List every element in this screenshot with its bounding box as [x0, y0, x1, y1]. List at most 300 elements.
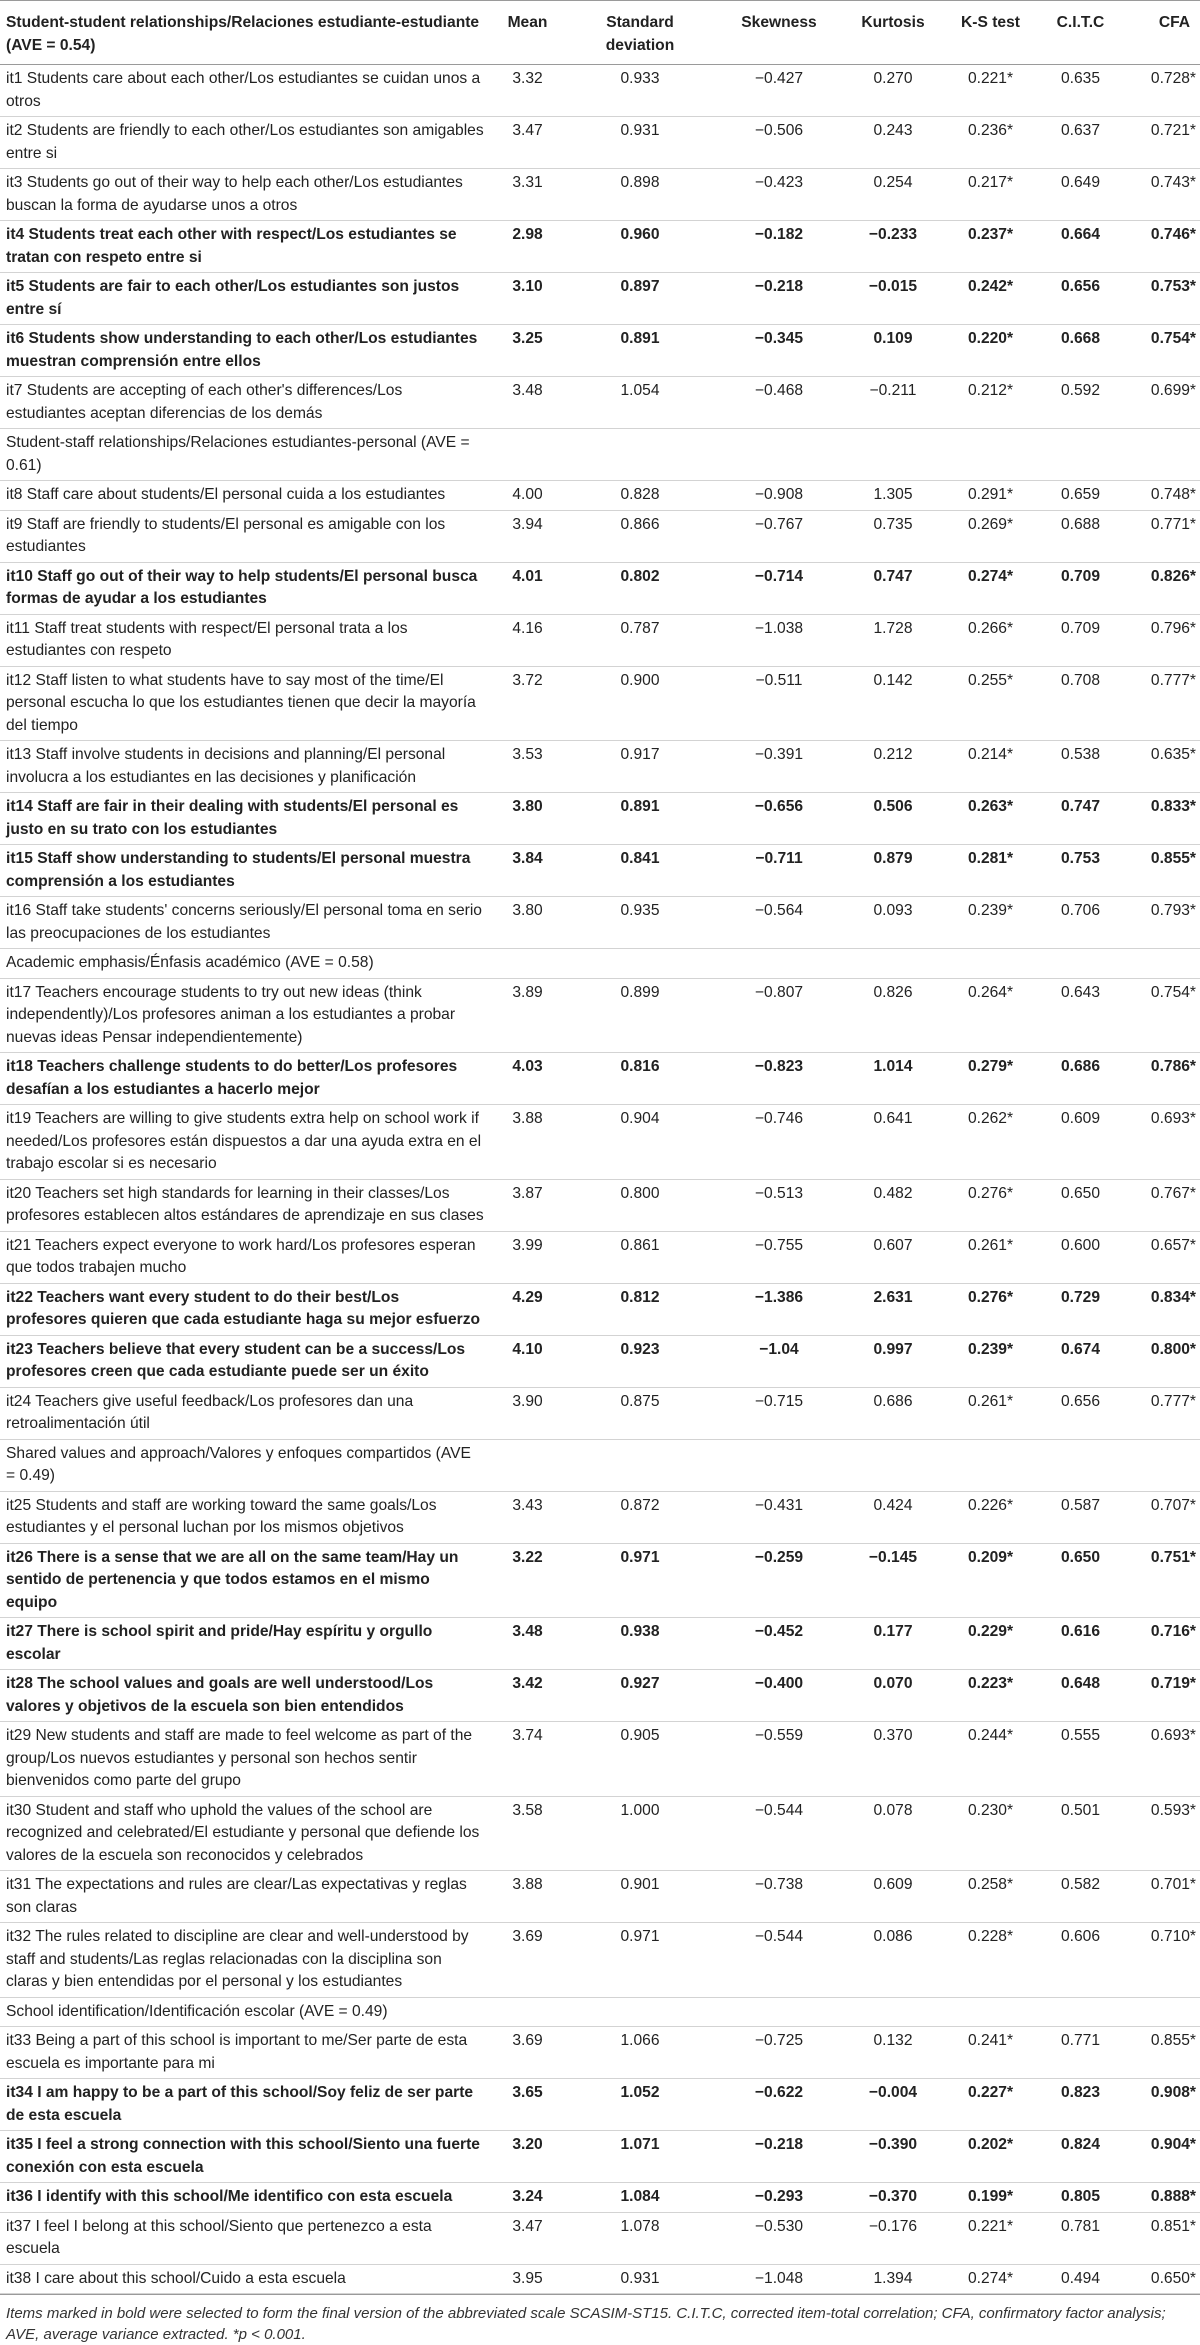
item-cell: it5 Students are fair to each other/Los estudiantes son justos entre sí — [0, 273, 490, 325]
skewness-cell: −0.746 — [715, 1105, 843, 1180]
sd-cell: 1.084 — [565, 2183, 715, 2213]
kurtosis-cell: 1.394 — [843, 2264, 943, 2294]
sd-cell: 0.917 — [565, 741, 715, 793]
kurtosis-cell: 0.093 — [843, 897, 943, 949]
ks-test-cell: 0.227* — [943, 2079, 1038, 2131]
item-cell: it15 Staff show understanding to students/El personal muestra comprensión a los estudiantes — [0, 845, 490, 897]
cfa-cell: 0.754* — [1123, 978, 1200, 1053]
citc-cell: 0.706 — [1038, 897, 1123, 949]
ks-test-cell: 0.276* — [943, 1179, 1038, 1231]
item-cell: it3 Students go out of their way to help each other/Los estudiantes buscan la forma de ayudarse unos a otros — [0, 169, 490, 221]
mean-cell: 3.25 — [490, 325, 565, 377]
item-cell: it7 Students are accepting of each other's differences/Los estudiantes aceptan diferencias de los demás — [0, 377, 490, 429]
skewness-cell: −0.823 — [715, 1053, 843, 1105]
skewness-cell: −0.182 — [715, 221, 843, 273]
item-cell: it37 I feel I belong at this school/Siento que pertenezco a esta escuela — [0, 2212, 490, 2264]
table-row — [0, 1387, 1200, 1439]
citc-cell: 0.592 — [1038, 377, 1123, 429]
skewness-cell: −0.530 — [715, 2212, 843, 2264]
cfa-cell: 0.777* — [1123, 1387, 1200, 1439]
kurtosis-cell: −0.004 — [843, 2079, 943, 2131]
empty-cell — [1123, 1439, 1200, 1491]
section-title: School identification/Identificación escolar (AVE = 0.49) — [0, 1997, 490, 2027]
sd-cell: 0.901 — [565, 1871, 715, 1923]
citc-cell: 0.686 — [1038, 1053, 1123, 1105]
citc-cell: 0.771 — [1038, 2027, 1123, 2079]
sd-cell: 0.875 — [565, 1387, 715, 1439]
skewness-cell: −0.427 — [715, 65, 843, 117]
table-row — [0, 2027, 1200, 2079]
citc-cell: 0.753 — [1038, 845, 1123, 897]
empty-cell — [490, 1997, 565, 2027]
ks-test-cell: 0.274* — [943, 562, 1038, 614]
empty-cell — [715, 949, 843, 979]
cfa-cell: 0.746* — [1123, 221, 1200, 273]
kurtosis-cell: −0.390 — [843, 2131, 943, 2183]
cfa-cell: 0.650* — [1123, 2264, 1200, 2294]
kurtosis-cell: 0.086 — [843, 1923, 943, 1998]
sd-cell: 0.828 — [565, 481, 715, 511]
table-footnote: Items marked in bold were selected to form the final version of the abbreviated scale SCASIM-ST15. C.I.T.C, corrected item-total correlation; CFA, confirmatory factor analysis; AVE, average variance extracted. *p < 0.001. — [0, 2294, 1200, 2345]
sd-cell: 0.923 — [565, 1335, 715, 1387]
table-row — [0, 481, 1200, 511]
empty-cell — [490, 949, 565, 979]
kurtosis-cell: 0.506 — [843, 793, 943, 845]
mean-cell: 3.10 — [490, 273, 565, 325]
mean-cell: 3.53 — [490, 741, 565, 793]
sd-cell: 0.787 — [565, 614, 715, 666]
ks-test-cell: 0.291* — [943, 481, 1038, 511]
cfa-cell: 0.908* — [1123, 2079, 1200, 2131]
sd-cell: 0.927 — [565, 1670, 715, 1722]
table-row — [0, 1722, 1200, 1797]
citc-cell: 0.643 — [1038, 978, 1123, 1053]
kurtosis-cell: 0.997 — [843, 1335, 943, 1387]
sd-cell: 0.872 — [565, 1491, 715, 1543]
table-row — [0, 1231, 1200, 1283]
item-cell: it19 Teachers are willing to give students extra help on school work if needed/Los profesores están dispuestos a dar una ayuda extra en el trabajo escolar si es necesario — [0, 1105, 490, 1180]
sd-cell: 1.054 — [565, 377, 715, 429]
sd-cell: 0.971 — [565, 1543, 715, 1618]
kurtosis-cell: −0.015 — [843, 273, 943, 325]
empty-cell — [943, 1997, 1038, 2027]
sd-cell: 0.898 — [565, 169, 715, 221]
mean-cell: 3.47 — [490, 117, 565, 169]
item-cell: it36 I identify with this school/Me identifico con esta escuela — [0, 2183, 490, 2213]
cfa-cell: 0.635* — [1123, 741, 1200, 793]
mean-cell: 3.22 — [490, 1543, 565, 1618]
citc-cell: 0.668 — [1038, 325, 1123, 377]
citc-cell: 0.637 — [1038, 117, 1123, 169]
item-cell: it13 Staff involve students in decisions and planning/El personal involucra a los estudiantes en las decisiones y planificación — [0, 741, 490, 793]
table-row — [0, 117, 1200, 169]
sd-cell: 0.931 — [565, 117, 715, 169]
table-row — [0, 510, 1200, 562]
skewness-cell: −1.048 — [715, 2264, 843, 2294]
skewness-cell: −0.656 — [715, 793, 843, 845]
mean-cell: 4.29 — [490, 1283, 565, 1335]
cfa-cell: 0.721* — [1123, 117, 1200, 169]
ks-test-cell: 0.236* — [943, 117, 1038, 169]
item-cell: it2 Students are friendly to each other/Los estudiantes son amigables entre si — [0, 117, 490, 169]
cfa-cell: 0.728* — [1123, 65, 1200, 117]
sd-cell: 1.078 — [565, 2212, 715, 2264]
table-row — [0, 2183, 1200, 2213]
ks-test-cell: 0.262* — [943, 1105, 1038, 1180]
mean-cell: 3.48 — [490, 1618, 565, 1670]
kurtosis-cell: 0.424 — [843, 1491, 943, 1543]
mean-cell: 4.10 — [490, 1335, 565, 1387]
mean-cell: 3.31 — [490, 169, 565, 221]
sd-cell: 0.971 — [565, 1923, 715, 1998]
item-cell: it33 Being a part of this school is important to me/Ser parte de esta escuela es importante para mi — [0, 2027, 490, 2079]
table-row — [0, 1923, 1200, 1998]
section-title: Shared values and approach/Valores y enfoques compartidos (AVE = 0.49) — [0, 1439, 490, 1491]
skewness-cell: −0.908 — [715, 481, 843, 511]
mean-cell: 3.84 — [490, 845, 565, 897]
sd-cell: 0.933 — [565, 65, 715, 117]
table-row — [0, 1105, 1200, 1180]
section-row — [0, 1997, 1200, 2027]
sd-cell: 0.891 — [565, 325, 715, 377]
kurtosis-cell: 0.132 — [843, 2027, 943, 2079]
ks-test-cell: 0.239* — [943, 1335, 1038, 1387]
sd-cell: 0.935 — [565, 897, 715, 949]
mean-cell: 3.20 — [490, 2131, 565, 2183]
ks-test-cell: 0.229* — [943, 1618, 1038, 1670]
mean-cell: 3.43 — [490, 1491, 565, 1543]
sd-cell: 1.066 — [565, 2027, 715, 2079]
empty-cell — [565, 949, 715, 979]
ks-test-cell: 0.214* — [943, 741, 1038, 793]
citc-cell: 0.648 — [1038, 1670, 1123, 1722]
mean-cell: 3.69 — [490, 1923, 565, 1998]
skewness-cell: −0.431 — [715, 1491, 843, 1543]
item-cell: it11 Staff treat students with respect/El personal trata a los estudiantes con respeto — [0, 614, 490, 666]
citc-cell: 0.609 — [1038, 1105, 1123, 1180]
empty-cell — [843, 1997, 943, 2027]
ks-test-cell: 0.266* — [943, 614, 1038, 666]
sd-cell: 0.904 — [565, 1105, 715, 1180]
header-kurtosis: Kurtosis — [843, 1, 943, 65]
table-row — [0, 666, 1200, 741]
ks-test-cell: 0.239* — [943, 897, 1038, 949]
kurtosis-cell: 1.305 — [843, 481, 943, 511]
item-cell: it38 I care about this school/Cuido a esta escuela — [0, 2264, 490, 2294]
sd-cell: 0.802 — [565, 562, 715, 614]
table-row — [0, 2264, 1200, 2294]
sd-cell: 0.841 — [565, 845, 715, 897]
section-title: Academic emphasis/Énfasis académico (AVE = 0.58) — [0, 949, 490, 979]
kurtosis-cell: −0.370 — [843, 2183, 943, 2213]
item-cell: it20 Teachers set high standards for learning in their classes/Los profesores establecen altos estándares de aprendizaje en sus clases — [0, 1179, 490, 1231]
skewness-cell: −0.559 — [715, 1722, 843, 1797]
table-row — [0, 377, 1200, 429]
skewness-cell: −1.04 — [715, 1335, 843, 1387]
table-row — [0, 325, 1200, 377]
citc-cell: 0.494 — [1038, 2264, 1123, 2294]
kurtosis-cell: 0.212 — [843, 741, 943, 793]
item-cell: it35 I feel a strong connection with this school/Siento una fuerte conexión con esta escuela — [0, 2131, 490, 2183]
header-item: Student-student relationships/Relaciones estudiante-estudiante (AVE = 0.54) — [0, 1, 490, 65]
skewness-cell: −0.755 — [715, 1231, 843, 1283]
cfa-cell: 0.904* — [1123, 2131, 1200, 2183]
skewness-cell: −0.218 — [715, 273, 843, 325]
item-cell: it26 There is a sense that we are all on the same team/Hay un sentido de pertenencia y que todos estamos en el mismo equipo — [0, 1543, 490, 1618]
skewness-cell: −0.511 — [715, 666, 843, 741]
header-citc: C.I.T.C — [1038, 1, 1123, 65]
citc-cell: 0.708 — [1038, 666, 1123, 741]
item-cell: it25 Students and staff are working toward the same goals/Los estudiantes y el personal luchan por los mismos objetivos — [0, 1491, 490, 1543]
citc-cell: 0.709 — [1038, 562, 1123, 614]
citc-cell: 0.650 — [1038, 1179, 1123, 1231]
empty-cell — [565, 1439, 715, 1491]
item-cell: it9 Staff are friendly to students/El personal es amigable con los estudiantes — [0, 510, 490, 562]
mean-cell: 2.98 — [490, 221, 565, 273]
empty-cell — [843, 949, 943, 979]
sd-cell: 1.071 — [565, 2131, 715, 2183]
table-row — [0, 897, 1200, 949]
cfa-cell: 0.710* — [1123, 1923, 1200, 1998]
sd-cell: 0.812 — [565, 1283, 715, 1335]
citc-cell: 0.606 — [1038, 1923, 1123, 1998]
ks-test-cell: 0.281* — [943, 845, 1038, 897]
cfa-cell: 0.743* — [1123, 169, 1200, 221]
item-cell: it31 The expectations and rules are clear/Las expectativas y reglas son claras — [0, 1871, 490, 1923]
cfa-cell: 0.693* — [1123, 1105, 1200, 1180]
kurtosis-cell: 0.109 — [843, 325, 943, 377]
mean-cell: 4.03 — [490, 1053, 565, 1105]
header-ks-test: K-S test — [943, 1, 1038, 65]
item-cell: it12 Staff listen to what students have to say most of the time/El personal escucha lo que los estudiantes tienen que decir la mayoría del tiempo — [0, 666, 490, 741]
kurtosis-cell: 0.735 — [843, 510, 943, 562]
item-cell: it34 I am happy to be a part of this school/Soy feliz de ser parte de esta escuela — [0, 2079, 490, 2131]
skewness-cell: −0.544 — [715, 1796, 843, 1871]
sd-cell: 1.000 — [565, 1796, 715, 1871]
skewness-cell: −0.767 — [715, 510, 843, 562]
table-row — [0, 1670, 1200, 1722]
citc-cell: 0.501 — [1038, 1796, 1123, 1871]
table-row — [0, 221, 1200, 273]
sd-cell: 0.905 — [565, 1722, 715, 1797]
citc-cell: 0.823 — [1038, 2079, 1123, 2131]
mean-cell: 3.65 — [490, 2079, 565, 2131]
mean-cell: 3.24 — [490, 2183, 565, 2213]
kurtosis-cell: 1.728 — [843, 614, 943, 666]
kurtosis-cell: 0.070 — [843, 1670, 943, 1722]
table-row — [0, 614, 1200, 666]
table-row — [0, 1543, 1200, 1618]
empty-cell — [490, 429, 565, 481]
empty-cell — [1038, 1997, 1123, 2027]
header-cfa: CFA — [1123, 1, 1200, 65]
skewness-cell: −0.506 — [715, 117, 843, 169]
kurtosis-cell: −0.176 — [843, 2212, 943, 2264]
sd-cell: 0.960 — [565, 221, 715, 273]
cfa-cell: 0.716* — [1123, 1618, 1200, 1670]
table-row — [0, 169, 1200, 221]
section-row — [0, 429, 1200, 481]
table-row — [0, 1053, 1200, 1105]
ks-test-cell: 0.258* — [943, 1871, 1038, 1923]
empty-cell — [715, 1439, 843, 1491]
cfa-cell: 0.701* — [1123, 1871, 1200, 1923]
cfa-cell: 0.751* — [1123, 1543, 1200, 1618]
skewness-cell: −0.293 — [715, 2183, 843, 2213]
citc-cell: 0.688 — [1038, 510, 1123, 562]
mean-cell: 3.47 — [490, 2212, 565, 2264]
item-cell: it21 Teachers expect everyone to work hard/Los profesores esperan que todos trabajen mucho — [0, 1231, 490, 1283]
cfa-cell: 0.826* — [1123, 562, 1200, 614]
cfa-cell: 0.833* — [1123, 793, 1200, 845]
ks-test-cell: 0.202* — [943, 2131, 1038, 2183]
cfa-cell: 0.753* — [1123, 273, 1200, 325]
header-mean: Mean — [490, 1, 565, 65]
citc-cell: 0.824 — [1038, 2131, 1123, 2183]
ks-test-cell: 0.276* — [943, 1283, 1038, 1335]
skewness-cell: −0.400 — [715, 1670, 843, 1722]
mean-cell: 3.32 — [490, 65, 565, 117]
kurtosis-cell: 0.142 — [843, 666, 943, 741]
sd-cell: 0.899 — [565, 978, 715, 1053]
item-cell: it24 Teachers give useful feedback/Los profesores dan una retroalimentación útil — [0, 1387, 490, 1439]
citc-cell: 0.656 — [1038, 273, 1123, 325]
item-cell: it10 Staff go out of their way to help students/El personal busca formas de ayudar a los estudiantes — [0, 562, 490, 614]
citc-cell: 0.582 — [1038, 1871, 1123, 1923]
citc-cell: 0.709 — [1038, 614, 1123, 666]
table-row — [0, 1179, 1200, 1231]
kurtosis-cell: 0.609 — [843, 1871, 943, 1923]
section-row — [0, 1439, 1200, 1491]
item-cell: it1 Students care about each other/Los estudiantes se cuidan unos a otros — [0, 65, 490, 117]
citc-cell: 0.616 — [1038, 1618, 1123, 1670]
empty-cell — [1038, 429, 1123, 481]
cfa-cell: 0.593* — [1123, 1796, 1200, 1871]
cfa-cell: 0.800* — [1123, 1335, 1200, 1387]
mean-cell: 3.87 — [490, 1179, 565, 1231]
citc-cell: 0.635 — [1038, 65, 1123, 117]
skewness-cell: −0.218 — [715, 2131, 843, 2183]
citc-cell: 0.729 — [1038, 1283, 1123, 1335]
mean-cell: 3.42 — [490, 1670, 565, 1722]
table-row — [0, 1335, 1200, 1387]
cfa-cell: 0.707* — [1123, 1491, 1200, 1543]
mean-cell: 3.48 — [490, 377, 565, 429]
ks-test-cell: 0.228* — [943, 1923, 1038, 1998]
section-row — [0, 949, 1200, 979]
mean-cell: 3.88 — [490, 1105, 565, 1180]
skewness-cell: −0.738 — [715, 1871, 843, 1923]
ks-test-cell: 0.221* — [943, 65, 1038, 117]
skewness-cell: −0.544 — [715, 1923, 843, 1998]
sd-cell: 0.891 — [565, 793, 715, 845]
cfa-cell: 0.693* — [1123, 1722, 1200, 1797]
cfa-cell: 0.888* — [1123, 2183, 1200, 2213]
ks-test-cell: 0.269* — [943, 510, 1038, 562]
cfa-cell: 0.834* — [1123, 1283, 1200, 1335]
cfa-cell: 0.771* — [1123, 510, 1200, 562]
table-row — [0, 273, 1200, 325]
item-cell: it30 Student and staff who uphold the values of the school are recognized and celebrated/El estudiante y personal que defiende los valores de la escuela son reconocidos y celebrados — [0, 1796, 490, 1871]
cfa-cell: 0.657* — [1123, 1231, 1200, 1283]
ks-test-cell: 0.212* — [943, 377, 1038, 429]
ks-test-cell: 0.261* — [943, 1387, 1038, 1439]
cfa-cell: 0.699* — [1123, 377, 1200, 429]
table-row — [0, 1871, 1200, 1923]
kurtosis-cell: 0.686 — [843, 1387, 943, 1439]
kurtosis-cell: 0.078 — [843, 1796, 943, 1871]
mean-cell: 3.74 — [490, 1722, 565, 1797]
empty-cell — [943, 429, 1038, 481]
cfa-cell: 0.719* — [1123, 1670, 1200, 1722]
ks-test-cell: 0.230* — [943, 1796, 1038, 1871]
kurtosis-cell: 0.826 — [843, 978, 943, 1053]
empty-cell — [490, 1439, 565, 1491]
ks-test-cell: 0.279* — [943, 1053, 1038, 1105]
mean-cell: 4.01 — [490, 562, 565, 614]
table-row — [0, 2131, 1200, 2183]
kurtosis-cell: 2.631 — [843, 1283, 943, 1335]
empty-cell — [565, 429, 715, 481]
skewness-cell: −0.345 — [715, 325, 843, 377]
kurtosis-cell: −0.145 — [843, 1543, 943, 1618]
kurtosis-cell: 0.370 — [843, 1722, 943, 1797]
mean-cell: 3.72 — [490, 666, 565, 741]
header-sd: Standard deviation — [565, 1, 715, 65]
cfa-cell: 0.793* — [1123, 897, 1200, 949]
citc-cell: 0.674 — [1038, 1335, 1123, 1387]
citc-cell: 0.649 — [1038, 169, 1123, 221]
ks-test-cell: 0.217* — [943, 169, 1038, 221]
mean-cell: 3.94 — [490, 510, 565, 562]
item-cell: it32 The rules related to discipline are clear and well-understood by staff and students/Las reglas relacionadas con la disciplina son claras y bien entendidas por el personal y los estudiantes — [0, 1923, 490, 1998]
kurtosis-cell: 0.879 — [843, 845, 943, 897]
kurtosis-cell: 0.270 — [843, 65, 943, 117]
item-cell: it28 The school values and goals are well understood/Los valores y objetivos de la escuela son bien entendidos — [0, 1670, 490, 1722]
sd-cell: 0.816 — [565, 1053, 715, 1105]
sd-cell: 1.052 — [565, 2079, 715, 2131]
mean-cell: 4.00 — [490, 481, 565, 511]
mean-cell: 3.58 — [490, 1796, 565, 1871]
table-body — [0, 65, 1200, 2294]
empty-cell — [715, 1997, 843, 2027]
table-row — [0, 2212, 1200, 2264]
kurtosis-cell: −0.211 — [843, 377, 943, 429]
ks-test-cell: 0.223* — [943, 1670, 1038, 1722]
citc-cell: 0.781 — [1038, 2212, 1123, 2264]
ks-test-cell: 0.264* — [943, 978, 1038, 1053]
mean-cell: 3.80 — [490, 793, 565, 845]
mean-cell: 4.16 — [490, 614, 565, 666]
cfa-cell: 0.796* — [1123, 614, 1200, 666]
item-cell: it17 Teachers encourage students to try out new ideas (think independently)/Los profesores animan a los estudiantes a probar nuevas ideas Pensar independientemente) — [0, 978, 490, 1053]
item-cell: it29 New students and staff are made to feel welcome as part of the group/Los nuevos estudiantes y personal son hechos sentir bienvenidos como parte del grupo — [0, 1722, 490, 1797]
cfa-cell: 0.748* — [1123, 481, 1200, 511]
empty-cell — [1123, 429, 1200, 481]
cfa-cell: 0.851* — [1123, 2212, 1200, 2264]
sd-cell: 0.800 — [565, 1179, 715, 1231]
ks-test-cell: 0.274* — [943, 2264, 1038, 2294]
empty-cell — [843, 429, 943, 481]
mean-cell: 3.69 — [490, 2027, 565, 2079]
ks-test-cell: 0.226* — [943, 1491, 1038, 1543]
sd-cell: 0.900 — [565, 666, 715, 741]
table-row — [0, 1796, 1200, 1871]
skewness-cell: −1.038 — [715, 614, 843, 666]
table-row — [0, 562, 1200, 614]
cfa-cell: 0.777* — [1123, 666, 1200, 741]
cfa-cell: 0.855* — [1123, 845, 1200, 897]
